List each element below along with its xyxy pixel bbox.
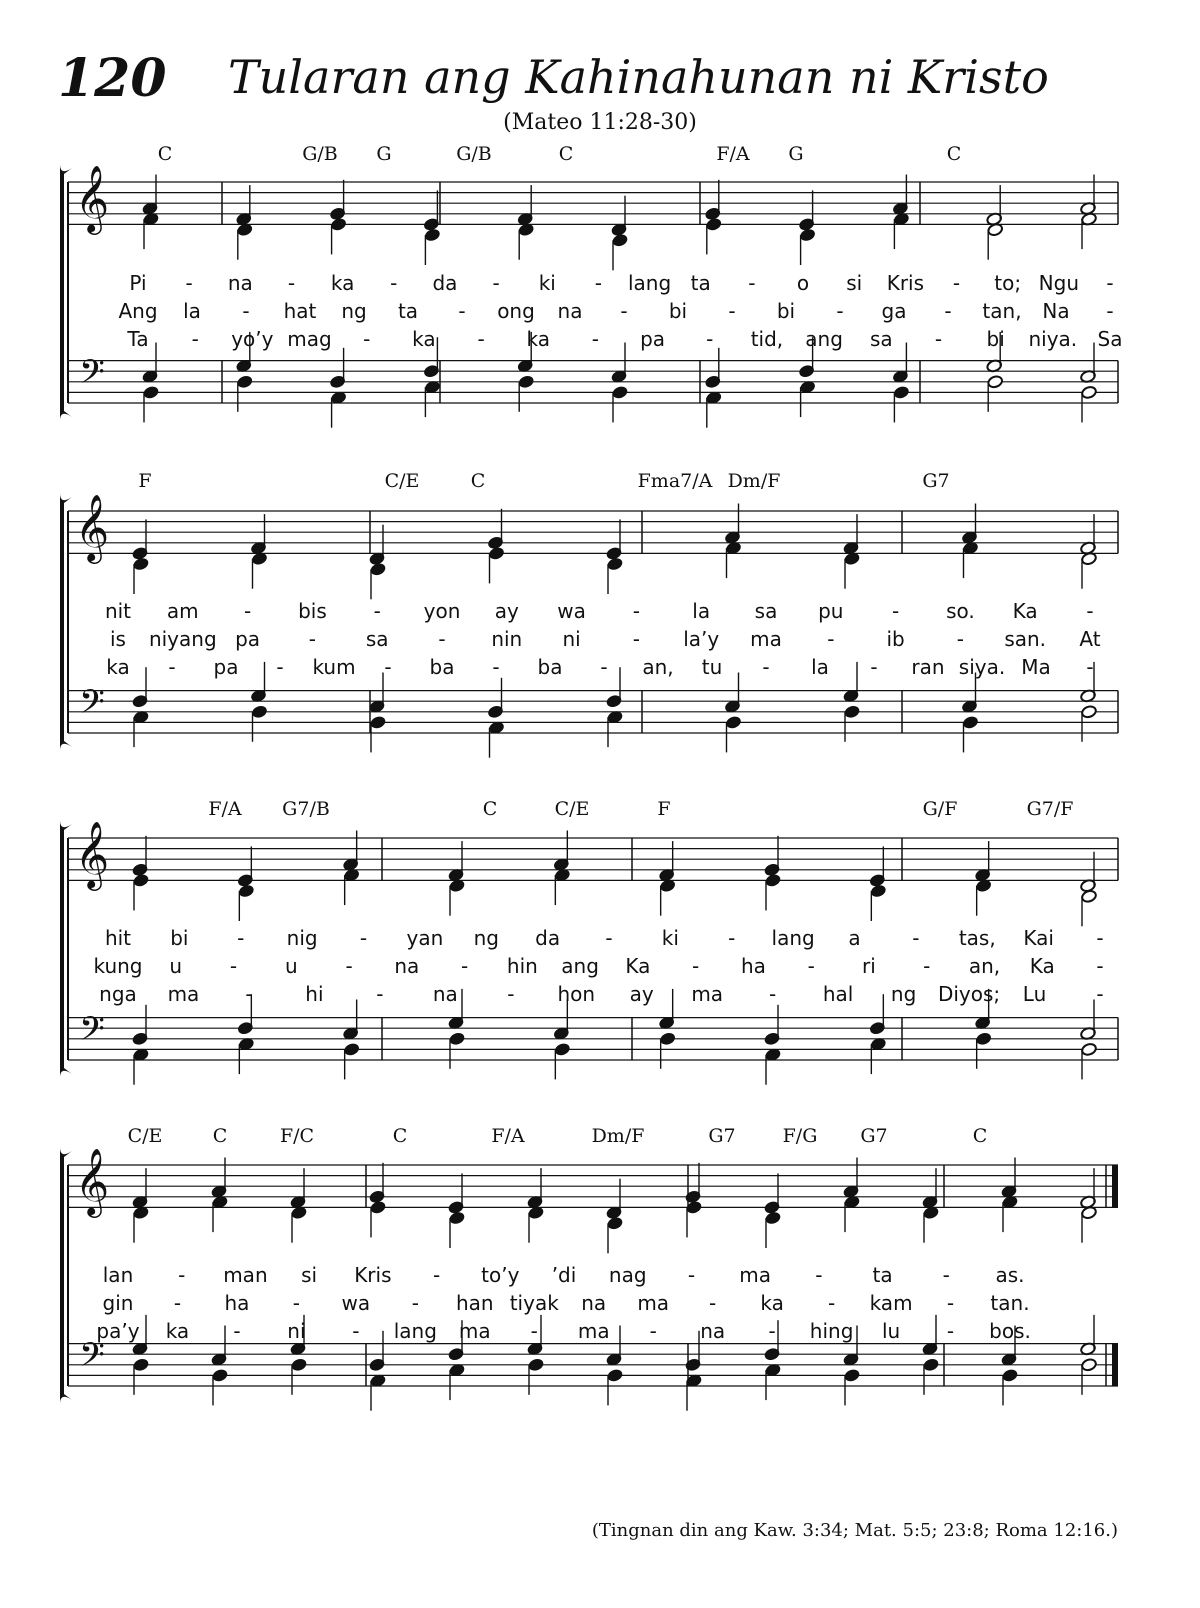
lyric-syllable-0-2-10: - — [706, 327, 714, 351]
lyric-syllable-3-1-4: wa — [341, 1291, 371, 1315]
chord-symbol-2-3: C/E — [554, 798, 590, 820]
lyric-syllable-0-2-8: - — [591, 327, 600, 351]
lyric-syllable-0-1-15: - — [944, 299, 952, 323]
lyric-syllable-2-1-8: ang — [561, 954, 599, 978]
chord-symbol-1-5: G7 — [922, 470, 950, 492]
chord-symbol-0-2: G — [376, 143, 392, 165]
note-bass-lower-3-0 — [133, 1358, 150, 1372]
lyric-syllable-1-0-11: pu — [818, 599, 844, 623]
lyric-syllable-3-1-5: - — [411, 1291, 419, 1315]
lyric-syllable-1-2-6: ba — [429, 655, 455, 679]
lyric-syllable-0-0-12: - — [748, 271, 756, 295]
note-bass-lower-1-5 — [725, 715, 742, 729]
lyric-syllable-1-2-8: ba — [537, 655, 563, 679]
chord-symbol-3-3: C — [392, 1125, 408, 1147]
lyric-syllable-0-1-3: hat — [283, 299, 317, 323]
lyric-syllable-0-2-13: sa — [869, 327, 893, 351]
lyric-syllable-0-1-9: - — [620, 299, 628, 323]
note-treble-lower-2-0 — [133, 873, 150, 887]
chord-symbol-1-1: C/E — [384, 470, 420, 492]
lyric-syllable-2-2-14: Lu — [1022, 982, 1047, 1006]
lyric-syllable-1-0-3: bis — [298, 599, 327, 623]
chord-symbol-3-4: F/A — [491, 1125, 525, 1147]
lyric-syllable-2-0-12: a — [848, 926, 861, 950]
lyric-syllable-3-2-0: pa’y — [96, 1319, 140, 1343]
lyric-syllable-3-0-13: - — [942, 1263, 950, 1287]
note-bass-lower-1-8 — [1081, 705, 1098, 719]
lyric-syllable-0-2-5: ka — [412, 327, 436, 351]
lyric-syllable-0-1-0: Ang — [118, 299, 158, 323]
lyric-syllable-0-2-11: tid, — [750, 327, 784, 351]
lyric-syllable-0-1-16: tan, — [982, 299, 1022, 323]
lyric-syllable-3-2-10: na — [700, 1319, 726, 1343]
lyric-syllable-1-2-3: - — [276, 655, 284, 679]
lyric-syllable-1-1-5: - — [438, 627, 446, 651]
lyric-syllable-0-0-7: - — [492, 271, 500, 295]
lyric-syllable-1-2-12: - — [762, 655, 770, 679]
lyric-syllable-3-1-14: - — [946, 1291, 955, 1315]
chord-symbol-2-1: G7/B — [282, 798, 330, 820]
note-bass-lower-1-1 — [251, 705, 268, 719]
note-treble-lower-1-0 — [133, 557, 150, 571]
lyric-syllable-1-2-10: an, — [642, 655, 674, 679]
chord-symbol-2-6: G7/F — [1026, 798, 1074, 820]
system-bracket-3 — [60, 1147, 72, 1404]
lyric-syllable-3-0-14: as. — [995, 1263, 1025, 1287]
note-bass-lower-3-1 — [212, 1368, 229, 1382]
lyric-syllable-0-1-4: ng — [341, 299, 367, 323]
lyric-syllable-2-2-3: hi — [305, 982, 324, 1006]
chord-symbol-3-1: C — [212, 1125, 228, 1147]
lyric-syllable-0-0-17: to; — [994, 271, 1022, 295]
lyric-syllable-3-0-6: to’y — [481, 1263, 520, 1287]
lyric-syllable-2-1-6: - — [460, 954, 469, 978]
lyric-syllable-3-2-3: ni — [287, 1319, 306, 1343]
chord-symbol-3-2: F/C — [279, 1125, 315, 1147]
note-bass-lower-3-11 — [1002, 1368, 1019, 1382]
lyric-syllable-3-1-1: - — [173, 1291, 182, 1315]
note-treble-lower-3-6 — [607, 1216, 624, 1230]
lyric-syllable-0-1-17: Na — [1042, 299, 1070, 323]
treble-clef-2: 𝄞 — [74, 820, 110, 888]
lyric-syllable-2-0-5: yan — [406, 926, 444, 950]
lyric-syllable-1-2-14: - — [870, 655, 878, 679]
lyric-syllable-1-0-5: yon — [423, 599, 461, 623]
lyric-syllable-2-0-15: Kai — [1023, 926, 1054, 950]
lyric-syllable-2-2-8: ay — [629, 982, 654, 1006]
lyric-syllable-1-2-17: Ma — [1021, 655, 1051, 679]
hymn-title: Tularan ang Kahinahunan ni Kristo — [228, 50, 1049, 104]
lyric-syllable-2-0-7: da — [535, 926, 561, 950]
chord-symbol-2-4: F — [657, 798, 671, 820]
lyric-syllable-1-1-14: san. — [1004, 627, 1047, 651]
lyric-syllable-1-0-12: - — [891, 599, 900, 623]
lyric-syllable-0-0-19: - — [1106, 271, 1114, 295]
lyric-syllable-2-1-1: u — [169, 954, 183, 978]
lyric-syllable-1-2-15: ran — [911, 655, 945, 679]
lyric-syllable-0-0-0: Pi — [129, 271, 147, 295]
note-bass-lower-3-9 — [844, 1368, 861, 1382]
note-bass-lower-0-0 — [143, 385, 160, 399]
lyric-syllable-2-1-17: - — [1096, 954, 1104, 978]
treble-clef-0: 𝄞 — [74, 164, 110, 232]
lyric-syllable-3-2-14: - — [946, 1319, 955, 1343]
lyric-syllable-0-2-6: - — [477, 327, 485, 351]
lyric-syllable-3-2-6: ma — [458, 1319, 491, 1343]
lyric-syllable-2-2-11: hal — [822, 982, 854, 1006]
lyric-syllable-1-0-4: - — [373, 599, 381, 623]
lyric-syllable-1-1-0: is — [110, 627, 126, 651]
lyric-syllable-3-2-1: ka — [165, 1319, 190, 1343]
lyric-syllable-3-0-11: - — [815, 1263, 823, 1287]
lyric-syllable-3-2-7: - — [530, 1319, 538, 1343]
lyric-syllable-2-1-3: u — [284, 954, 298, 978]
lyric-syllable-0-1-1: la — [183, 299, 201, 323]
lyric-syllable-2-2-9: ma — [691, 982, 724, 1006]
lyric-syllable-3-2-13: lu — [881, 1319, 901, 1343]
note-bass-lower-0-9 — [987, 375, 1004, 389]
lyric-syllable-2-2-13: Diyos; — [937, 982, 1001, 1006]
lyric-syllable-0-0-18: Ngu — [1038, 271, 1080, 295]
note-bass-lower-3-5 — [528, 1358, 545, 1372]
chord-symbol-0-7: C — [946, 143, 962, 165]
lyric-syllable-0-2-15: bi — [986, 327, 1005, 351]
note-bass-lower-1-7 — [962, 715, 979, 729]
lyric-syllable-3-2-8: ma — [577, 1319, 610, 1343]
lyric-syllable-3-1-12: - — [827, 1291, 836, 1315]
lyric-syllable-3-2-4: - — [352, 1319, 360, 1343]
lyric-syllable-0-1-10: bi — [668, 299, 688, 323]
note-treble-lower-1-2 — [370, 562, 387, 576]
lyric-syllable-0-2-0: Ta — [127, 327, 149, 351]
note-bass-lower-2-3 — [449, 1032, 466, 1046]
lyric-syllable-3-1-11: ka — [760, 1291, 784, 1315]
lyric-syllable-1-0-13: so. — [946, 599, 975, 623]
lyric-syllable-3-0-10: ma — [739, 1263, 772, 1287]
lyric-syllable-3-0-2: man — [223, 1263, 268, 1287]
bass-clef-3: 𝄢 — [79, 1336, 105, 1383]
lyric-syllable-1-1-4: sa — [365, 627, 389, 651]
lyric-syllable-0-1-18: - — [1106, 299, 1114, 323]
chord-symbol-3-9: C — [972, 1125, 988, 1147]
note-treble-lower-0-2 — [330, 217, 347, 231]
lyric-syllable-3-1-10: - — [709, 1291, 717, 1315]
bass-clef-2: 𝄢 — [79, 1010, 105, 1057]
note-bass-lower-0-8 — [893, 385, 910, 399]
lyric-syllable-3-2-2: - — [233, 1319, 241, 1343]
lyric-syllable-0-0-5: - — [390, 271, 398, 295]
note-treble-lower-2-9 — [1081, 889, 1098, 903]
lyric-syllable-0-1-7: ong — [497, 299, 535, 323]
final-bar-thick-bass — [1112, 1344, 1118, 1386]
lyric-syllable-0-0-4: ka — [330, 271, 355, 295]
note-treble-lower-2-7 — [870, 884, 887, 898]
chord-symbol-1-2: C — [470, 470, 486, 492]
lyric-syllable-2-0-9: ki — [661, 926, 679, 950]
lyric-syllable-2-0-14: tas, — [958, 926, 996, 950]
lyric-syllable-2-1-9: Ka — [625, 954, 651, 978]
note-treble-lower-2-6 — [765, 873, 782, 887]
note-bass-lower-3-6 — [607, 1368, 624, 1382]
lyric-syllable-2-1-15: an, — [968, 954, 1001, 978]
lyric-syllable-0-0-2: na — [227, 271, 253, 295]
lyric-syllable-0-2-4: - — [363, 327, 371, 351]
note-bass-lower-1-6 — [844, 705, 861, 719]
lyric-syllable-1-2-5: - — [384, 655, 392, 679]
lyric-syllable-1-0-8: - — [632, 599, 641, 623]
lyric-syllable-0-1-12: bi — [776, 299, 796, 323]
note-bass-lower-2-9 — [1081, 1042, 1098, 1056]
chord-symbol-0-1: G/B — [302, 143, 338, 165]
lyric-syllable-3-1-3: - — [292, 1291, 301, 1315]
chord-symbol-3-6: G7 — [708, 1125, 736, 1147]
note-treble-lower-0-3 — [424, 228, 441, 242]
lyric-syllable-0-0-15: Kris — [886, 271, 925, 295]
note-bass-lower-2-4 — [554, 1042, 571, 1056]
treble-clef-3: 𝄞 — [74, 1147, 110, 1215]
chord-symbol-0-6: G — [788, 143, 804, 165]
lyric-syllable-2-2-15: - — [1096, 982, 1104, 1006]
lyric-syllable-1-2-16: siya. — [958, 655, 1006, 679]
lyric-syllable-2-2-6: - — [507, 982, 515, 1006]
lyric-syllable-0-0-11: ta — [690, 271, 711, 295]
lyric-syllable-2-1-2: - — [229, 954, 238, 978]
chord-symbol-2-2: C — [482, 798, 498, 820]
lyric-syllable-3-0-1: - — [178, 1263, 186, 1287]
chord-symbol-1-3: Fma7/A — [637, 470, 713, 492]
lyric-syllable-2-0-0: hit — [104, 926, 132, 950]
chord-symbol-1-0: F — [138, 470, 152, 492]
lyric-syllable-2-1-13: ri — [862, 954, 876, 978]
chord-symbol-0-4: C — [558, 143, 574, 165]
lyric-syllable-1-2-4: kum — [312, 655, 356, 679]
lyric-syllable-1-2-2: pa — [213, 655, 239, 679]
lyric-syllable-3-2-12: hing — [809, 1319, 854, 1343]
lyric-syllable-2-1-14: - — [923, 954, 931, 978]
note-treble-lower-0-6 — [706, 217, 723, 231]
lyric-syllable-2-0-10: - — [728, 926, 736, 950]
lyric-syllable-3-0-7: ’di — [551, 1263, 577, 1287]
lyric-syllable-1-0-1: am — [166, 599, 199, 623]
lyric-syllable-1-1-6: nin — [491, 627, 523, 651]
lyric-syllable-1-0-15: - — [1086, 599, 1094, 623]
lyric-syllable-1-1-1: niyang — [148, 627, 217, 651]
lyric-syllable-1-1-8: - — [632, 627, 641, 651]
lyric-syllable-1-2-1: - — [168, 655, 176, 679]
lyric-syllable-0-2-7: ka — [526, 327, 550, 351]
bass-clef-0: 𝄢 — [79, 353, 105, 400]
lyric-syllable-2-1-5: na — [394, 954, 420, 978]
chord-symbol-0-0: C — [157, 143, 173, 165]
lyric-syllable-2-1-11: ha — [740, 954, 766, 978]
note-bass-lower-3-10 — [923, 1358, 940, 1372]
note-bass-lower-0-10 — [1081, 385, 1098, 399]
lyric-syllable-2-0-13: - — [912, 926, 920, 950]
lyric-syllable-0-2-12: ang — [805, 327, 843, 351]
lyric-syllable-3-1-7: tiyak — [509, 1291, 559, 1315]
lyric-syllable-3-1-0: gin — [102, 1291, 134, 1315]
lyric-syllable-1-2-9: - — [600, 655, 608, 679]
note-bass-lower-0-1 — [237, 375, 254, 389]
lyric-syllable-2-1-4: - — [345, 954, 353, 978]
lyric-syllable-2-0-16: - — [1096, 926, 1104, 950]
lyric-syllable-2-0-3: nig — [286, 926, 318, 950]
lyric-syllable-2-0-6: ng — [473, 926, 499, 950]
note-treble-lower-3-8 — [765, 1211, 782, 1225]
lyric-syllable-1-1-15: At — [1079, 627, 1101, 651]
final-bar-thick-treble — [1112, 1165, 1118, 1207]
lyric-syllable-3-0-3: si — [301, 1263, 318, 1287]
lyric-syllable-3-0-0: lan — [102, 1263, 134, 1287]
note-treble-lower-0-7 — [799, 228, 816, 242]
lyric-syllable-2-2-12: ng — [890, 982, 917, 1006]
note-bass-lower-3-12 — [1081, 1358, 1098, 1372]
lyric-syllable-3-2-11: - — [768, 1319, 776, 1343]
lyric-syllable-0-0-1: - — [185, 271, 193, 295]
lyric-syllable-1-2-18: - — [1086, 655, 1094, 679]
system-bracket-0 — [60, 164, 72, 421]
lyric-syllable-1-1-12: ib — [886, 627, 905, 651]
note-bass-lower-3-2 — [291, 1358, 308, 1372]
note-treble-lower-2-1 — [238, 884, 255, 898]
lyric-syllable-0-2-17: Sa — [1097, 327, 1123, 351]
lyric-syllable-0-0-8: ki — [538, 271, 556, 295]
lyric-syllable-2-1-0: kung — [93, 954, 143, 978]
note-treble-lower-3-3 — [370, 1200, 387, 1214]
lyric-syllable-0-1-2: - — [242, 299, 250, 323]
lyric-syllable-0-0-14: si — [846, 271, 863, 295]
lyric-syllable-2-2-7: hon — [557, 982, 596, 1006]
lyric-syllable-2-2-4: - — [376, 982, 384, 1006]
chord-symbol-3-0: C/E — [127, 1125, 163, 1147]
lyric-syllable-1-1-11: - — [827, 627, 835, 651]
note-treble-lower-3-4 — [449, 1211, 466, 1225]
lyric-syllable-1-1-2: pa — [235, 627, 261, 651]
lyric-syllable-1-0-14: Ka — [1012, 599, 1038, 623]
note-bass-lower-2-5 — [659, 1032, 676, 1046]
lyric-syllable-0-0-13: o — [796, 271, 810, 295]
lyric-syllable-2-0-4: - — [359, 926, 368, 950]
lyric-syllable-2-0-2: - — [237, 926, 245, 950]
bass-clef-1: 𝄢 — [79, 683, 105, 730]
lyric-syllable-3-0-4: Kris — [354, 1263, 392, 1287]
chord-symbol-3-8: G7 — [860, 1125, 888, 1147]
lyric-syllable-1-0-7: wa — [557, 599, 586, 623]
lyric-syllable-3-1-2: ha — [224, 1291, 250, 1315]
chord-symbol-3-7: F/G — [782, 1125, 818, 1147]
lyric-syllable-2-2-10: - — [769, 982, 777, 1006]
lyric-syllable-0-2-1: - — [191, 327, 199, 351]
note-bass-lower-0-5 — [612, 385, 629, 399]
lyric-syllable-0-2-9: pa — [640, 327, 666, 351]
lyric-syllable-1-2-7: - — [492, 655, 500, 679]
lyric-syllable-0-1-14: ga — [881, 299, 907, 323]
lyric-syllable-1-1-3: - — [308, 627, 317, 651]
lyric-syllable-0-2-3: mag — [287, 327, 332, 351]
chord-symbol-2-0: F/A — [208, 798, 242, 820]
lyric-syllable-3-0-8: nag — [608, 1263, 647, 1287]
hymn-number: 120 — [58, 48, 167, 109]
lyric-syllable-1-1-10: ma — [750, 627, 782, 651]
lyric-syllable-0-1-11: - — [728, 299, 736, 323]
note-treble-lower-1-4 — [607, 557, 624, 571]
lyric-syllable-0-1-5: ta — [397, 299, 419, 323]
lyric-syllable-2-0-1: bi — [170, 926, 189, 950]
scripture-reference: (Mateo 11:28-30) — [503, 110, 697, 135]
chord-symbol-2-5: G/F — [922, 798, 958, 820]
lyric-syllable-2-2-1: ma — [167, 982, 200, 1006]
lyric-syllable-1-0-9: la — [692, 599, 711, 623]
lyric-syllable-3-1-9: ma — [637, 1291, 670, 1315]
lyric-syllable-2-2-2: - — [245, 982, 253, 1006]
lyric-syllable-2-2-5: na — [432, 982, 458, 1006]
note-treble-lower-0-5 — [612, 233, 629, 247]
lyric-syllable-2-0-11: lang — [771, 926, 815, 950]
lyric-syllable-2-2-0: nga — [99, 982, 137, 1006]
lyric-syllable-2-1-10: - — [692, 954, 700, 978]
note-treble-lower-1-3 — [488, 546, 505, 560]
lyric-syllable-0-2-14: - — [934, 327, 943, 351]
lyric-syllable-3-2-9: - — [649, 1319, 657, 1343]
lyric-syllable-1-1-13: - — [956, 627, 965, 651]
lyric-syllable-0-0-16: - — [952, 271, 961, 295]
lyric-syllable-1-2-0: ka — [106, 655, 130, 679]
lyric-syllable-2-0-8: - — [605, 926, 613, 950]
lyric-syllable-1-0-2: - — [243, 599, 252, 623]
lyric-syllable-1-1-9: la’y — [683, 627, 720, 651]
lyric-syllable-0-0-3: - — [287, 271, 296, 295]
note-bass-lower-2-2 — [343, 1042, 360, 1056]
note-bass-lower-2-8 — [975, 1032, 992, 1046]
lyric-syllable-3-2-5: lang — [393, 1319, 437, 1343]
chord-symbol-1-4: Dm/F — [727, 470, 781, 492]
footnote-references: (Tingnan din ang Kaw. 3:34; Mat. 5:5; 23:8; Roma 12:16.) — [591, 1520, 1118, 1541]
lyric-syllable-1-0-10: sa — [754, 599, 778, 623]
lyric-syllable-1-1-7: ni — [562, 627, 581, 651]
lyric-syllable-0-1-13: - — [836, 299, 844, 323]
lyric-syllable-1-0-0: nit — [104, 599, 132, 623]
chord-symbol-0-5: F/A — [716, 143, 750, 165]
note-bass-lower-0-4 — [518, 375, 535, 389]
lyric-syllable-0-0-6: da — [432, 271, 458, 295]
lyric-syllable-0-2-16: niya. — [1028, 327, 1078, 351]
lyric-syllable-1-0-6: ay — [494, 599, 519, 623]
lyric-syllable-1-2-11: tu — [701, 655, 723, 679]
lyric-syllable-1-2-13: la — [811, 655, 829, 679]
lyric-syllable-0-0-10: lang — [627, 271, 672, 295]
lyric-syllable-3-2-15: bos. — [989, 1319, 1031, 1343]
lyric-syllable-3-0-9: - — [687, 1263, 696, 1287]
lyric-syllable-0-2-2: yo’y — [231, 327, 274, 351]
lyric-syllable-3-1-6: han — [455, 1291, 494, 1315]
lyric-syllable-2-1-16: Ka — [1029, 954, 1055, 978]
lyric-syllable-2-1-7: hin — [506, 954, 538, 978]
note-bass-lower-1-2 — [370, 715, 387, 729]
lyric-syllable-3-1-8: na — [581, 1291, 607, 1315]
lyric-syllable-3-1-13: kam — [869, 1291, 913, 1315]
chord-symbol-3-5: Dm/F — [591, 1125, 645, 1147]
lyric-syllable-3-0-5: - — [432, 1263, 441, 1287]
lyric-syllable-0-1-8: na — [557, 299, 583, 323]
lyric-syllable-0-0-9: - — [594, 271, 603, 295]
lyric-syllable-0-1-6: - — [458, 299, 466, 323]
lyric-syllable-3-1-15: tan. — [990, 1291, 1030, 1315]
lyric-syllable-3-0-12: ta — [872, 1263, 893, 1287]
chord-symbol-0-3: G/B — [456, 143, 492, 165]
treble-clef-1: 𝄞 — [74, 493, 110, 561]
lyric-syllable-2-1-12: - — [807, 954, 815, 978]
